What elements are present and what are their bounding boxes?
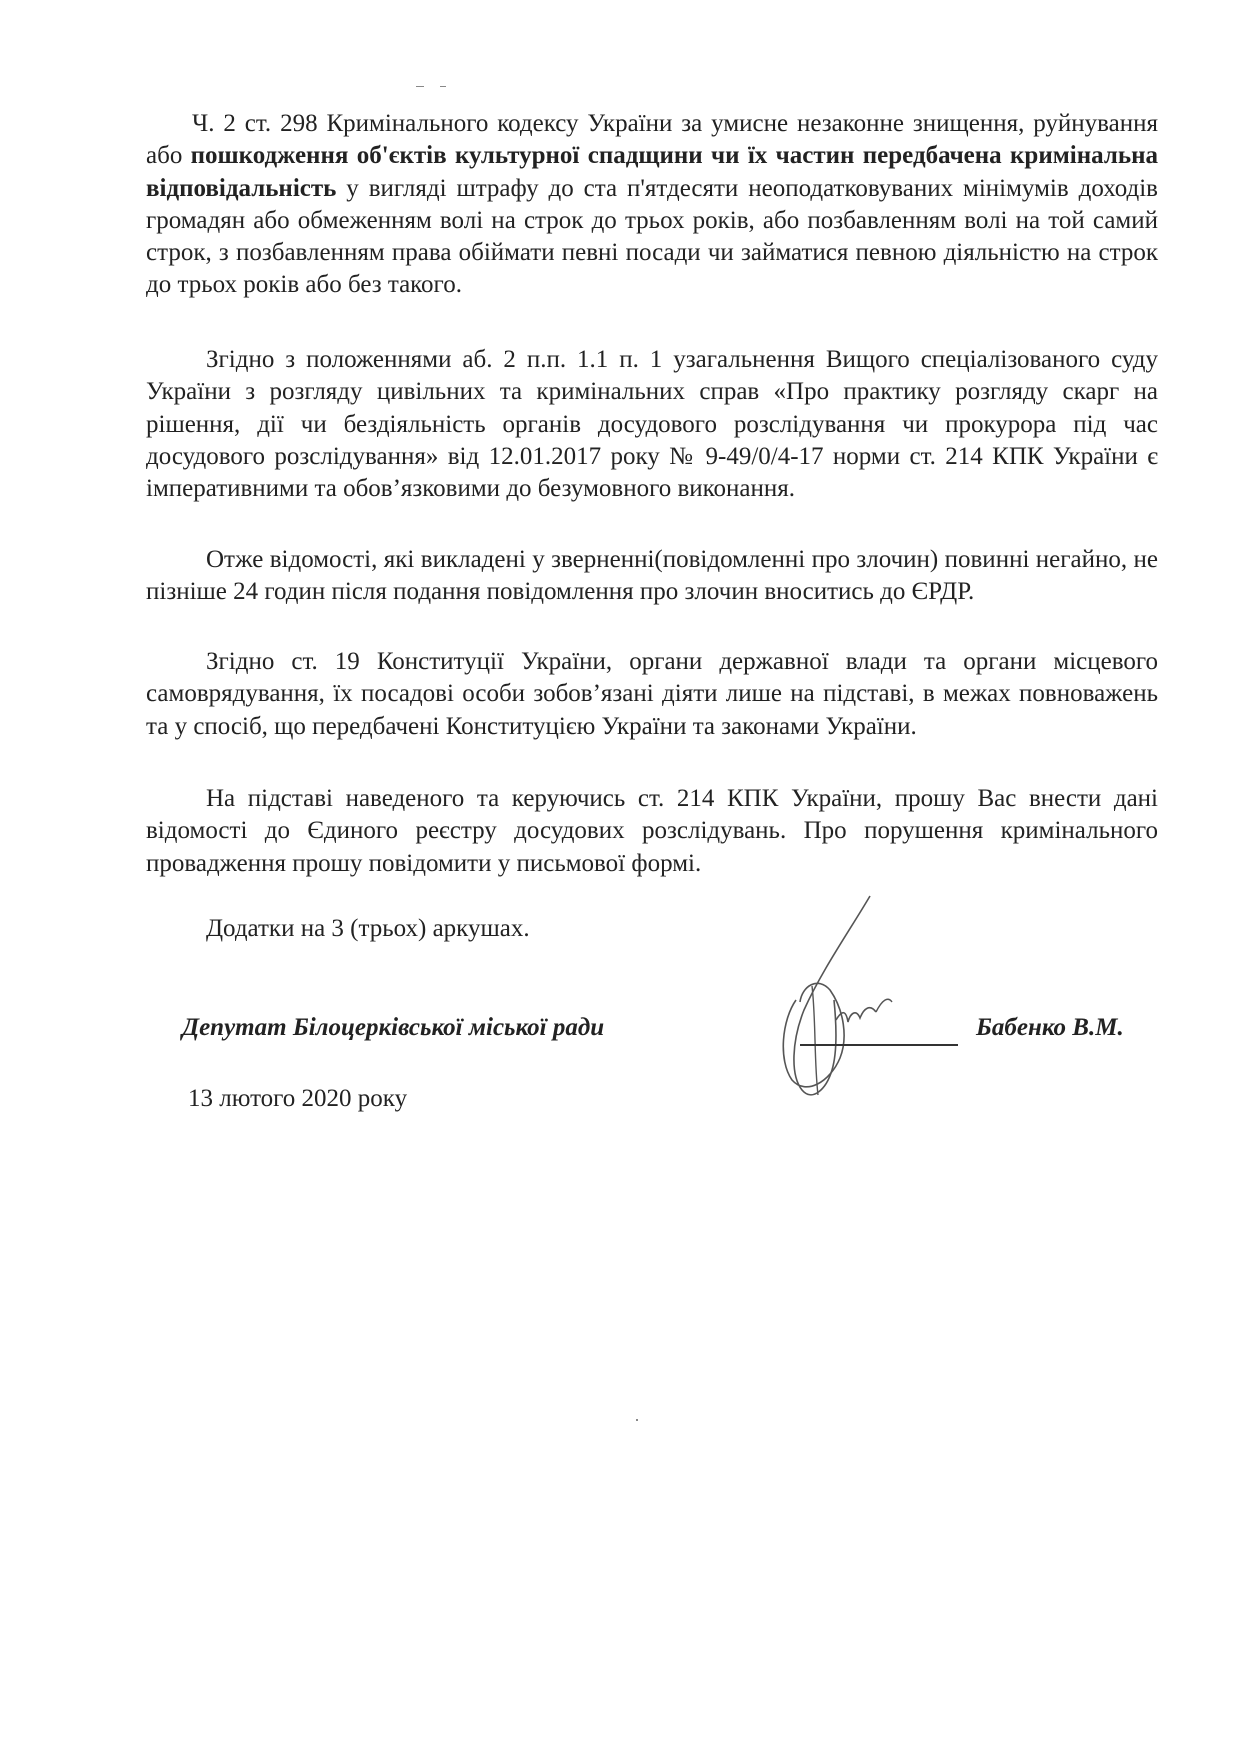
paragraph-1-bold-text: пошкодження об'єктів культурної спадщини чи їх частин передбачена кримінальна відповідальність bbox=[146, 142, 1158, 202]
scan-speck bbox=[636, 1419, 638, 1421]
paragraph-constitution: Згідно ст. 19 Конституції України, органи державної влади та органи місцевого самоврядування, їх посадові особи зобов’язані діяти лише на підставі, в межах повноважень та у спосіб, що передбачені Конституцією України та законами України. bbox=[146, 648, 1158, 740]
document-date: 13 лютого 2020 року bbox=[188, 1085, 408, 1112]
paragraph-erdr-entry: Отже відомості, які викладені у зверненні(повідомленні про злочин) повинні негайно, не пізніше 24 годин після подання повідомлення про злочин вноситись до ЄРДР. bbox=[146, 546, 1158, 606]
paragraph-criminal-liability bbox=[146, 108, 1158, 302]
signer-name: Бабенко В.М. bbox=[976, 1014, 1124, 1041]
paragraph-request: На підставі наведеного та керуючись ст. 214 КПК України, прошу Вас внести дані відомості до Єдиного реєстру досудових розслідувань. Про порушення кримінального провадження прошу повідомити у письмової формі. bbox=[146, 785, 1158, 877]
scan-speck bbox=[416, 86, 424, 87]
scan-speck bbox=[440, 86, 446, 87]
paragraph-1-text-c: у вигляді штрафу до ста п'ятдесяти неоподатковуваних мінімумів доходів громадян або обмеженням волі на строк до трьох років, або позбавленням волі на той самий строк, з позбавленням права обіймати певні посади чи займатися певною діяльністю на строк до трьох років або без такого. bbox=[146, 174, 1158, 299]
paragraph-court-generalization: Згідно з положеннями аб. 2 п.п. 1.1 п. 1 узагальнення Вищого спеціалізованого суду України з розгляду цивільних та кримінальних справ «Про практику розгляду скарг на рішення, дії чи бездіяльність органів досудового розслідування чи прокурора під час досудового розслідування» від 12.01.2017 року № 9-49/0/4-17 норми ст. 214 КПК України є імперативними та обов’язковими до безумовного виконання. bbox=[146, 346, 1158, 503]
handwritten-signature bbox=[752, 890, 952, 1110]
signer-position: Депутат Білоцерківської міської ради bbox=[182, 1014, 605, 1041]
signature-line bbox=[800, 1044, 958, 1046]
paragraph-1-text-a: Ч. 2 ст. 298 Кримінального кодексу України за умисне незаконне знищення, руйнування або bbox=[146, 110, 1158, 170]
annex-note: Додатки на 3 (трьох) аркушах. bbox=[206, 915, 530, 942]
